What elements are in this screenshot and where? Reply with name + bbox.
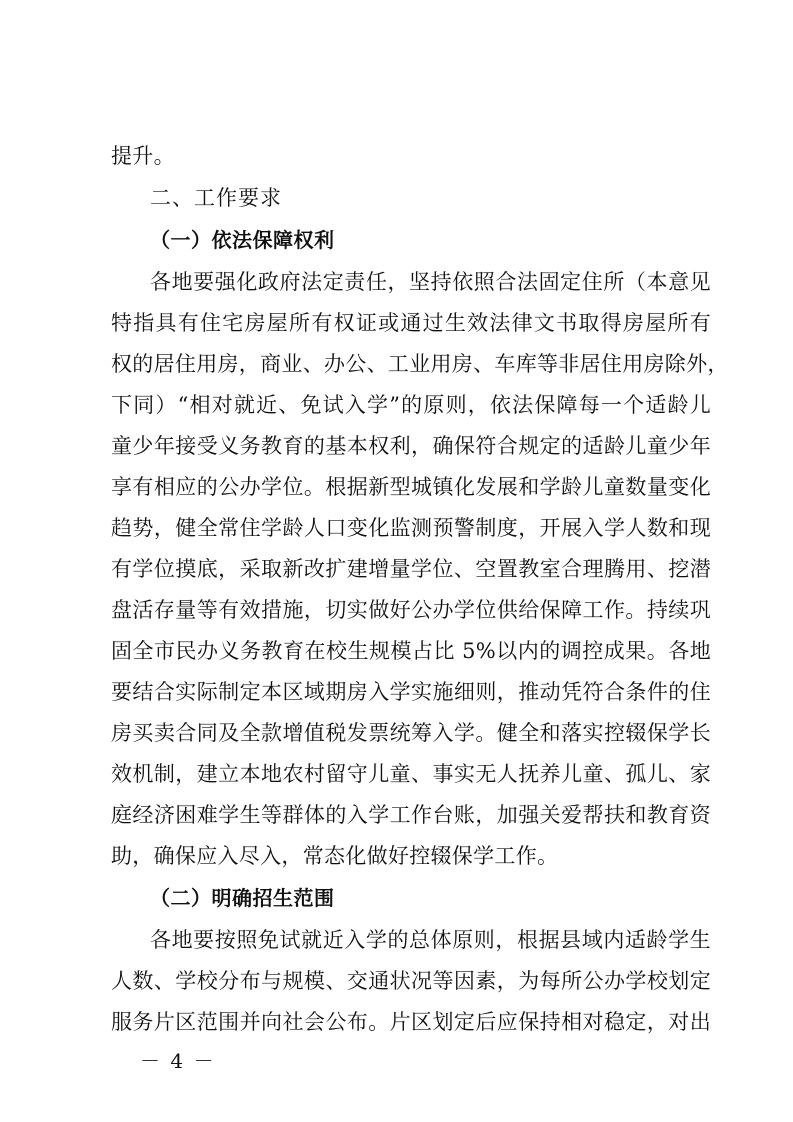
paragraph-line: 庭经济困难学生等群体的入学工作台账，加强关爱帮扶和教育资 xyxy=(111,803,711,827)
paragraph-line: 趋势，健全常住学龄人口变化监测预警制度，开展入学人数和现 xyxy=(111,516,711,540)
paragraph-line: 效机制，建立本地农村留守儿童、事实无人抚养儿童、孤儿、家 xyxy=(111,762,711,786)
section-heading: 二、工作要求 xyxy=(150,186,282,210)
paragraph-line: 要结合实际制定本区域期房入学实施细则，推动凭符合条件的住 xyxy=(111,680,711,704)
page-number: － 4 － xyxy=(140,1049,216,1073)
paragraph-line: 服务片区范围并向社会公布。片区划定后应保持相对稳定，对出 xyxy=(111,1010,711,1034)
text-line-continuation: 提升。 xyxy=(111,144,175,168)
paragraph-line: 房买卖合同及全款增值税发票统筹入学。健全和落实控辍保学长 xyxy=(111,721,711,745)
paragraph-line: 下同）“相对就近、免试入学”的原则，依法保障每一个适龄儿 xyxy=(111,393,711,417)
paragraph-line: 人数、学校分布与规模、交通状况等因素，为每所公办学校划定 xyxy=(111,969,711,993)
paragraph-line-last: 助，确保应入尽入，常态化做好控辍保学工作。 xyxy=(111,844,559,868)
paragraph-line: 各地要按照免试就近入学的总体原则，根据县域内适龄学生 xyxy=(150,928,711,952)
subsection-heading-2: （二）明确招生范围 xyxy=(150,886,335,910)
paragraph-line: 特指具有住宅房屋所有权证或通过生效法律文书取得房屋所有 xyxy=(111,311,711,335)
paragraph-line: 享有相应的公办学位。根据新型城镇化发展和学龄儿童数量变化 xyxy=(111,475,711,499)
paragraph-line: 有学位摸底，采取新改扩建增量学位、空置教室合理腾用、挖潜 xyxy=(111,557,711,581)
subsection-heading-1: （一）依法保障权利 xyxy=(150,228,335,252)
paragraph-line: 权的居住用房，商业、办公、工业用房、车库等非居住用房除外， xyxy=(111,352,729,376)
paragraph-line: 各地要强化政府法定责任，坚持依照合法固定住所（本意见 xyxy=(150,270,711,294)
paragraph-line: 固全市民办义务教育在校生规模占比 5%以内的调控成果。各地 xyxy=(111,639,711,663)
paragraph-line: 盘活存量等有效措施，切实做好公办学位供给保障工作。持续巩 xyxy=(111,598,711,622)
paragraph-line: 童少年接受义务教育的基本权利，确保符合规定的适龄儿童少年 xyxy=(111,434,711,458)
